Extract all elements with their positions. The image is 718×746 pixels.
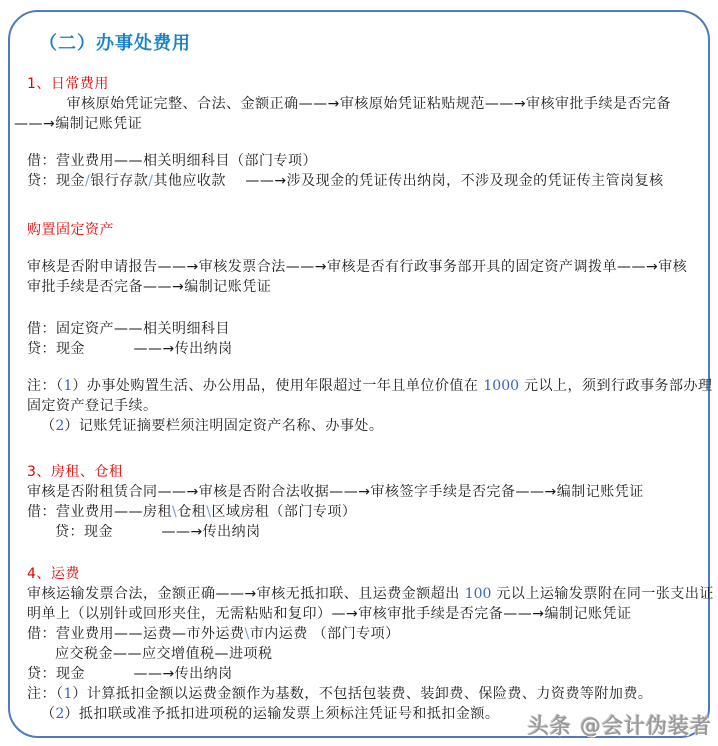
section-4-debit-line-1: 借：营业费用——运费—市外运费\市内运费 （部门专项） xyxy=(27,626,400,642)
section-4-note-line-1: 注：（1）计算抵扣金额以运费金额作为基数，不包括包装费、装卸费、保险费、力资费等附加费。 xyxy=(27,686,653,702)
section-4-debit-line-2: 应交税金——应交增值税—进项税 xyxy=(55,646,273,662)
page-title: （二）办事处费用 xyxy=(39,33,191,54)
section-3-debit-line: 借：营业费用——房租\仓租\区域房租（部门专项） xyxy=(27,504,357,520)
section-1-debit-line: 借：营业费用——相关明细科目（部门专项） xyxy=(27,153,317,169)
section-2-note-line-1: 注：（1）办事处购置生活、办公用品，使用年限超过一年且单位价值在 1000 元以上，须到行政事务部办理 xyxy=(27,378,713,394)
section-4-flow-line-1: 审核运输发票合法，金额正确——→审核无抵扣联、且运费金额超出 100 元以上运输发票附在同一张支出证 xyxy=(27,586,714,602)
section-2-debit-line: 借：固定资产——相关明细科目 xyxy=(27,321,230,337)
section-1-credit-line: 贷：现金/银行存款/其他应收款 ——→涉及现金的凭证传出纳岗，不涉及现金的凭证传主管岗复核 xyxy=(27,173,664,189)
section-1-heading: 1、日常费用 xyxy=(27,76,109,92)
section-3-flow-line: 审核是否附租赁合同——→审核是否附合法收据——→审核签字手续是否完备——→编制记账凭证 xyxy=(27,484,644,500)
section-3-heading: 3、房租、仓租 xyxy=(27,464,124,480)
section-2-flow-line-1: 审核是否附申请报告——→审核发票合法——→审核是否有行政事务部开具的固定资产调拨单——→审核 xyxy=(27,259,688,275)
section-4-heading: 4、运费 xyxy=(27,566,80,582)
section-2-credit-line: 贷：现金 ——→传出纳岗 xyxy=(27,341,233,357)
section-4-credit-line: 贷：现金 ——→传出纳岗 xyxy=(27,666,233,682)
section-2-note-line-2: 固定资产登记手续。 xyxy=(27,398,158,414)
section-1-flow-line-2: ——→编制记账凭证 xyxy=(14,116,143,132)
section-2-heading: 购置固定资产 xyxy=(27,222,114,238)
section-4-flow-line-2: 明单上（以别针或回形夹住，无需粘贴和复印）—→审核审批手续是否完备——→编制记账凭证 xyxy=(27,606,632,622)
section-4-note-line-2: （2）抵扣联或准予抵扣进项税的运输发票上须标注凭证号和抵扣金额。 xyxy=(41,706,500,722)
section-2-flow-line-2: 审批手续是否完备——→编制记账凭证 xyxy=(27,279,272,295)
section-2-note-line-3: （2）记账凭证摘要栏须注明固定资产名称、办事处。 xyxy=(41,418,384,434)
section-1-flow-line-1: 审核原始凭证完整、合法、金额正确——→审核原始凭证粘贴规范——→审核审批手续是否完备 xyxy=(27,96,672,112)
watermark: 头条 @会计伪装者 xyxy=(527,714,712,738)
section-3-credit-line: 贷：现金 ——→传出纳岗 xyxy=(55,524,261,540)
